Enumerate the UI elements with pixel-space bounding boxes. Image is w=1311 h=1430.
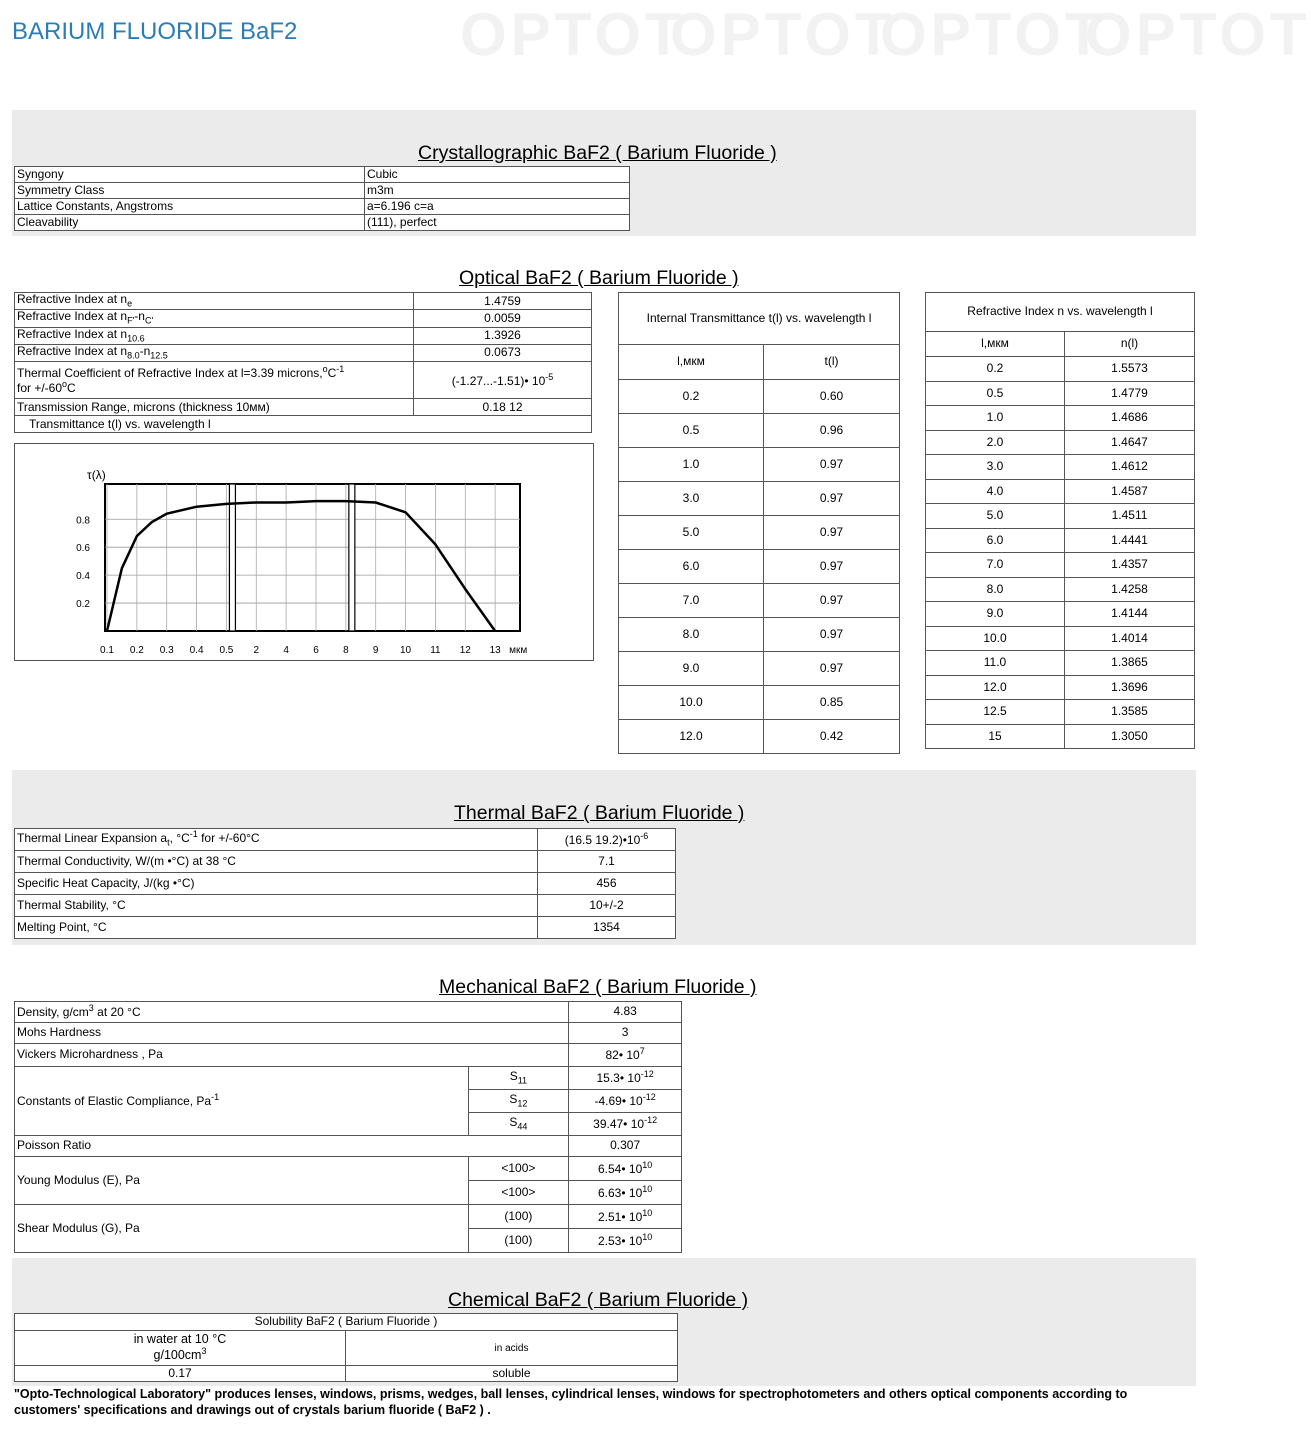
wavelength-cell: 1.0: [619, 448, 764, 482]
row-value: 0.17: [15, 1366, 346, 1382]
transmittance-cell: 0.97: [764, 448, 900, 482]
row-value: 15.3• $10^{-12}$: [569, 1067, 682, 1090]
wavelength-cell: 7.0: [619, 584, 764, 618]
table-row: [619, 652, 900, 686]
transmittance-cell: 0.97: [764, 516, 900, 550]
x-tick-label: 8: [343, 645, 349, 656]
table-row: [15, 851, 676, 873]
wavelength-cell: 2.0: [926, 430, 1065, 455]
x-tick-label: 9: [372, 645, 379, 656]
table-row: [926, 504, 1195, 529]
table-row: [619, 618, 900, 652]
row-value: (111), perfect: [365, 215, 630, 231]
row-label: Thermal Coefficient of Refractive Index at l=3.39 $microns,^oC^{-1}$ for $+/-60^oC$: [15, 362, 414, 399]
chart-svg: [15, 444, 593, 660]
crystallographic-table: [14, 166, 630, 231]
table-row: [926, 455, 1195, 480]
x-tick-label: 0.5: [219, 645, 234, 656]
watermark: OPTOT: [880, 1, 1106, 68]
row-value: (16.5 $19.2)•10^{-6}$: [538, 829, 676, 851]
table-row: [15, 362, 592, 399]
table-row: [926, 675, 1195, 700]
row-value: 6.54• $10^{10}$: [569, 1157, 682, 1181]
index-cell: 1.4511: [1065, 504, 1195, 529]
transmittance-cell: 0.60: [764, 380, 900, 414]
table-row: [926, 430, 1195, 455]
table-row: [619, 482, 900, 516]
wavelength-cell: 8.0: [926, 577, 1065, 602]
row-value: 0.307: [569, 1136, 682, 1157]
x-tick-label: 4: [283, 645, 289, 656]
wavelength-cell: 3.0: [619, 482, 764, 516]
row-value: 0.0673: [414, 344, 592, 361]
transmittance-chart: [14, 443, 594, 661]
row-sub-label: $S_{11}$: [468, 1067, 569, 1090]
table-row: [619, 448, 900, 482]
index-cell: 1.3696: [1065, 675, 1195, 700]
thermal-table: [14, 828, 676, 939]
row-value: 0.0059: [414, 310, 592, 327]
y-axis-label: τ(λ): [87, 468, 106, 482]
table-row: [926, 357, 1195, 382]
table-row: [15, 873, 676, 895]
watermark: OPTOT: [1085, 1, 1311, 68]
row-label: Refractive Index at $n_{8.0}-n_{12.5}$: [15, 344, 414, 361]
wavelength-cell: 12.0: [619, 720, 764, 754]
index-cell: 1.4014: [1065, 626, 1195, 651]
row-value: 39.47• $10^{-12}$: [569, 1113, 682, 1136]
table-row: [15, 1136, 682, 1157]
row-value: 1354: [538, 917, 676, 939]
row-sub-label: <100>: [468, 1157, 569, 1181]
row-label: Refractive Index at $n_e$: [15, 293, 414, 310]
table-row: [619, 550, 900, 584]
index-cell: 1.4647: [1065, 430, 1195, 455]
optical-table: [14, 292, 592, 433]
table-row: [619, 584, 900, 618]
y-tick-label: 0.2: [76, 599, 90, 611]
x-tick-label: 13: [489, 645, 501, 656]
wavelength-cell: 6.0: [926, 528, 1065, 553]
index-cell: 1.3585: [1065, 700, 1195, 725]
table-row: [926, 626, 1195, 651]
table-row: [15, 1067, 682, 1090]
row-label: Mohs Hardness: [15, 1023, 569, 1044]
table-row: [15, 310, 592, 327]
row-value: 2.53• $10^{10}$: [569, 1229, 682, 1253]
x-tick-label: 0.2: [129, 645, 144, 656]
table-row: [15, 293, 592, 310]
crystallographic-title: Crystallographic BaF2 ( Barium Fluoride ): [418, 142, 777, 164]
row-label: Poisson Ratio: [15, 1136, 569, 1157]
wavelength-cell: 6.0: [619, 550, 764, 584]
transmittance-cell: 0.97: [764, 652, 900, 686]
transmittance-cell: 0.97: [764, 618, 900, 652]
table-row: [926, 528, 1195, 553]
row-label: in water at 10 °C $g/100cm^3$: [15, 1331, 346, 1366]
table-row: [15, 895, 676, 917]
mechanical-table: [14, 1001, 682, 1253]
table-row: [15, 1023, 682, 1044]
wavelength-cell: 12.5: [926, 700, 1065, 725]
chemical-table: [14, 1313, 678, 1382]
table-row: [926, 577, 1195, 602]
column-header: l,мкм: [926, 332, 1065, 357]
wavelength-cell: 10.0: [619, 686, 764, 720]
table-row: [926, 553, 1195, 578]
index-cell: 1.5573: [1065, 357, 1195, 382]
row-value: 1.4759: [414, 293, 592, 310]
page-title: BARIUM FLUORIDE BaF2: [12, 18, 298, 45]
y-tick-label: 0.8: [76, 515, 90, 527]
axis-break: [229, 484, 235, 631]
internal-transmittance-table: [618, 292, 900, 754]
table-row: [15, 1331, 678, 1366]
wavelength-cell: 0.2: [926, 357, 1065, 382]
row-label: Melting Point, °C: [15, 917, 538, 939]
row-label: Specific Heat Capacity, J/(kg •°C): [15, 873, 538, 895]
footnote: "Opto-Technological Laboratory" produces lenses, windows, prisms, wedges, ball lenses, cylindrical lenses, windows for spectrophotometers and others optical components according to customers' specifications and drawings out of crystals barium fluoride ( BaF2 ) .: [14, 1387, 1128, 1418]
table-row: [926, 381, 1195, 406]
table-row: [15, 829, 676, 851]
wavelength-cell: 9.0: [926, 602, 1065, 627]
transmittance-cell: 0.97: [764, 584, 900, 618]
table-row: [926, 651, 1195, 676]
table-row: [15, 183, 630, 199]
watermark: OPTOT: [460, 1, 686, 68]
row-label: in acids: [346, 1331, 678, 1366]
table-header: Internal Transmittance t(l) vs. wavelength l: [619, 293, 900, 345]
index-cell: 1.4779: [1065, 381, 1195, 406]
table-row: [619, 414, 900, 448]
table-row: [15, 1157, 682, 1181]
mechanical-title: Mechanical BaF2 ( Barium Fluoride ): [439, 976, 757, 998]
row-sub-label: $S_{12}$: [468, 1090, 569, 1113]
row-label: Density, $g/cm^3$ at 20 °C: [15, 1002, 569, 1023]
column-header: n(l): [1065, 332, 1195, 357]
index-cell: 1.4612: [1065, 455, 1195, 480]
x-tick-label: 12: [459, 645, 471, 656]
column-header: t(l): [764, 345, 900, 380]
table-row: [926, 700, 1195, 725]
table-row: [15, 1366, 678, 1382]
x-axis-unit: мкм: [509, 645, 528, 656]
table-header-row: [926, 293, 1195, 332]
table-row: [15, 1205, 682, 1229]
row-value: 2.51• $10^{10}$: [569, 1205, 682, 1229]
row-value: 6.63• $10^{10}$: [569, 1181, 682, 1205]
wavelength-cell: 5.0: [926, 504, 1065, 529]
table-row: [619, 380, 900, 414]
table-row: [926, 724, 1195, 749]
y-tick-label: 0.6: [76, 543, 90, 555]
transmittance-cell: 0.97: [764, 550, 900, 584]
table-header-row: [926, 332, 1195, 357]
table-row: [926, 602, 1195, 627]
transmittance-cell: 0.85: [764, 686, 900, 720]
row-label: Refractive Index at $n_{F'}-n_{C'}$: [15, 310, 414, 327]
wavelength-cell: 15: [926, 724, 1065, 749]
row-value: 7.1: [538, 851, 676, 873]
table-row: [15, 344, 592, 361]
wavelength-cell: 10.0: [926, 626, 1065, 651]
x-tick-label: 0.3: [159, 645, 174, 656]
row-label: Lattice Constants, Angstroms: [15, 199, 365, 215]
refractive-index-table: [925, 292, 1195, 749]
column-header: l,мкм: [619, 345, 764, 380]
table-row: [15, 399, 592, 416]
index-cell: 1.4587: [1065, 479, 1195, 504]
row-sub-label: $S_{44}$: [468, 1113, 569, 1136]
row-label: Cleavability: [15, 215, 365, 231]
x-tick-label: 10: [399, 645, 412, 656]
table-header-row: [619, 345, 900, 380]
row-value: Cubic: [365, 167, 630, 183]
wavelength-cell: 11.0: [926, 651, 1065, 676]
chart-caption: Transmittance t(l) vs. wavelength l: [15, 416, 592, 433]
table-row: [619, 720, 900, 754]
row-value: m3m: [365, 183, 630, 199]
row-sub-label: (100): [468, 1229, 569, 1253]
optical-title: Optical BaF2 ( Barium Fluoride ): [459, 267, 739, 289]
wavelength-cell: 4.0: [926, 479, 1065, 504]
transmittance-cell: 0.96: [764, 414, 900, 448]
wavelength-cell: 8.0: [619, 618, 764, 652]
axis-break: [349, 484, 355, 631]
row-value: 3: [569, 1023, 682, 1044]
row-value: a=6.196 c=a: [365, 199, 630, 215]
row-label: Thermal Stability, °C: [15, 895, 538, 917]
x-tick-label: 0.1: [100, 645, 114, 656]
table-row: [15, 167, 630, 183]
wavelength-cell: 7.0: [926, 553, 1065, 578]
index-cell: 1.3050: [1065, 724, 1195, 749]
row-value: 456: [538, 873, 676, 895]
row-value: 10+/-2: [538, 895, 676, 917]
table-row: [619, 516, 900, 550]
table-row: [15, 327, 592, 344]
chemical-title: Chemical BaF2 ( Barium Fluoride ): [448, 1289, 749, 1311]
wavelength-cell: 3.0: [926, 455, 1065, 480]
row-value: (-1.27...-1.51)• $10^{-5}$: [414, 362, 592, 399]
row-value: 82• $10^7$: [569, 1044, 682, 1067]
table-header-row: [619, 293, 900, 345]
row-label: Vickers Microhardness , Pa: [15, 1044, 569, 1067]
row-label: Thermal Conductivity, W/(m •°C) at 38 °C: [15, 851, 538, 873]
row-label: Thermal Linear Expansion $a_t$, $^\circ C^{-1}$ for +/-60°C: [15, 829, 538, 851]
wavelength-cell: 12.0: [926, 675, 1065, 700]
table-row: [15, 215, 630, 231]
index-cell: 1.4686: [1065, 406, 1195, 431]
wavelength-cell: 0.5: [619, 414, 764, 448]
table-row: [926, 479, 1195, 504]
thermal-title: Thermal BaF2 ( Barium Fluoride ): [454, 802, 745, 824]
index-cell: 1.3865: [1065, 651, 1195, 676]
row-sub-label: <100>: [468, 1181, 569, 1205]
wavelength-cell: 0.5: [926, 381, 1065, 406]
wavelength-cell: 0.2: [619, 380, 764, 414]
index-cell: 1.4144: [1065, 602, 1195, 627]
transmittance-curve: [107, 501, 495, 631]
x-tick-label: 0.4: [189, 645, 204, 656]
table-row: [15, 1314, 678, 1331]
row-label: Constants of Elastic Compliance, $Pa^{-1}$: [15, 1067, 469, 1136]
wavelength-cell: 9.0: [619, 652, 764, 686]
x-tick-label: 11: [430, 645, 441, 656]
table-row: [15, 416, 592, 433]
index-cell: 1.4441: [1065, 528, 1195, 553]
row-label: Refractive Index at $n_{10.6}$: [15, 327, 414, 344]
row-value: -4.69• $10^{-12}$: [569, 1090, 682, 1113]
row-value: soluble: [346, 1366, 678, 1382]
row-value: 4.83: [569, 1002, 682, 1023]
row-sub-label: (100): [468, 1205, 569, 1229]
row-label: Symmetry Class: [15, 183, 365, 199]
table-row: [15, 1002, 682, 1023]
wavelength-cell: 5.0: [619, 516, 764, 550]
table-header: Refractive Index n vs. wavelength l: [926, 293, 1195, 332]
table-row: [926, 406, 1195, 431]
table-row: [15, 1044, 682, 1067]
row-label: Syngony: [15, 167, 365, 183]
table-row: [619, 686, 900, 720]
row-value: 1.3926: [414, 327, 592, 344]
table-row: [15, 199, 630, 215]
x-tick-label: 2: [253, 645, 260, 656]
x-tick-label: 6: [313, 645, 319, 656]
row-label: Young Modulus (E), Pa: [15, 1157, 469, 1205]
row-value: 0.18 12: [414, 399, 592, 416]
wavelength-cell: 1.0: [926, 406, 1065, 431]
watermark: OPTOT: [670, 1, 896, 68]
transmittance-cell: 0.97: [764, 482, 900, 516]
table-row: [15, 917, 676, 939]
table-header: Solubility BaF2 ( Barium Fluoride ): [15, 1314, 678, 1331]
index-cell: 1.4357: [1065, 553, 1195, 578]
plot-frame: [105, 484, 520, 631]
transmittance-cell: 0.42: [764, 720, 900, 754]
index-cell: 1.4258: [1065, 577, 1195, 602]
row-label: Shear Modulus (G), Pa: [15, 1205, 469, 1253]
y-tick-label: 0.4: [76, 571, 90, 583]
row-label: Transmission Range, microns (thickness 10мм): [15, 399, 414, 416]
